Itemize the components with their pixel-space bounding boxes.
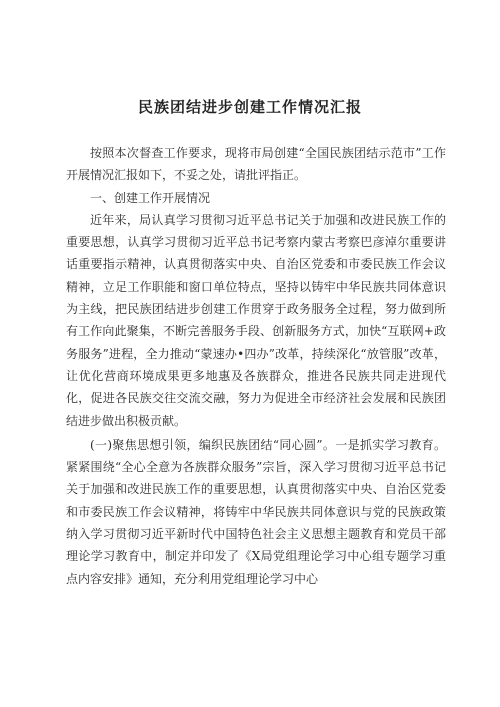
section-heading: 一、创建工作开展情况 [90,190,211,205]
document-title: 民族团结进步创建工作情况汇报 [137,98,362,116]
document-body [66,142,446,590]
intro-paragraph: 按照本次督查工作要求，现将市局创建“全国民族团结示范市”工作开展情况汇报如下，不妥之处，请批评指正。 [66,146,446,183]
body-paragraph: 近年来，局认真学习贯彻习近平总书记关于加强和改进民族工作的重要思想，认真学习贯彻习近平总书记考察内蒙古考察巴彦淖尔重要讲话重要指示精神，认真贯彻落实中央、自治区党委和市委民族工作会议精神，立足工作职能和窗口单位特点，坚持以铸牢中华民族共同体意识为主线，把民族团结进步创建工作贯穿于政务服务全过程，努力做到所有工作向此聚集，不断完善服务手段、创新服务方式，加快“互联网+政务服务”进程，全力推动“蒙速办•四办”改革，持续深化“放管服”改革，让优化营商环境成果更多地惠及各族群众，推进各民族共同走进现代化，促进各民族交往交流交融，努力为促进全市经济社会发展和民族团结进步做出积极贡献。 [66,212,446,428]
subsection-paragraph: (一)聚焦思想引领，编织民族团结“同心圆”。一是抓实学习教育。紧紧围绕“全心全意为各族群众服务”宗旨，深入学习贯彻习近平总书记关于加强和改进民族工作的重要思想，认真贯彻落实中央、自治区党委和市委民族工作会议精神，将铸牢中华民族共同体意识与党的民族政策纳入学习贯彻习近平新时代中国特色社会主义思想主题教育和党员干部理论学习教育中，制定并印发了《X局党组理论学习中心组专题学习重点内容安排》通知，充分利用党组理论学习中心 [66,437,446,586]
